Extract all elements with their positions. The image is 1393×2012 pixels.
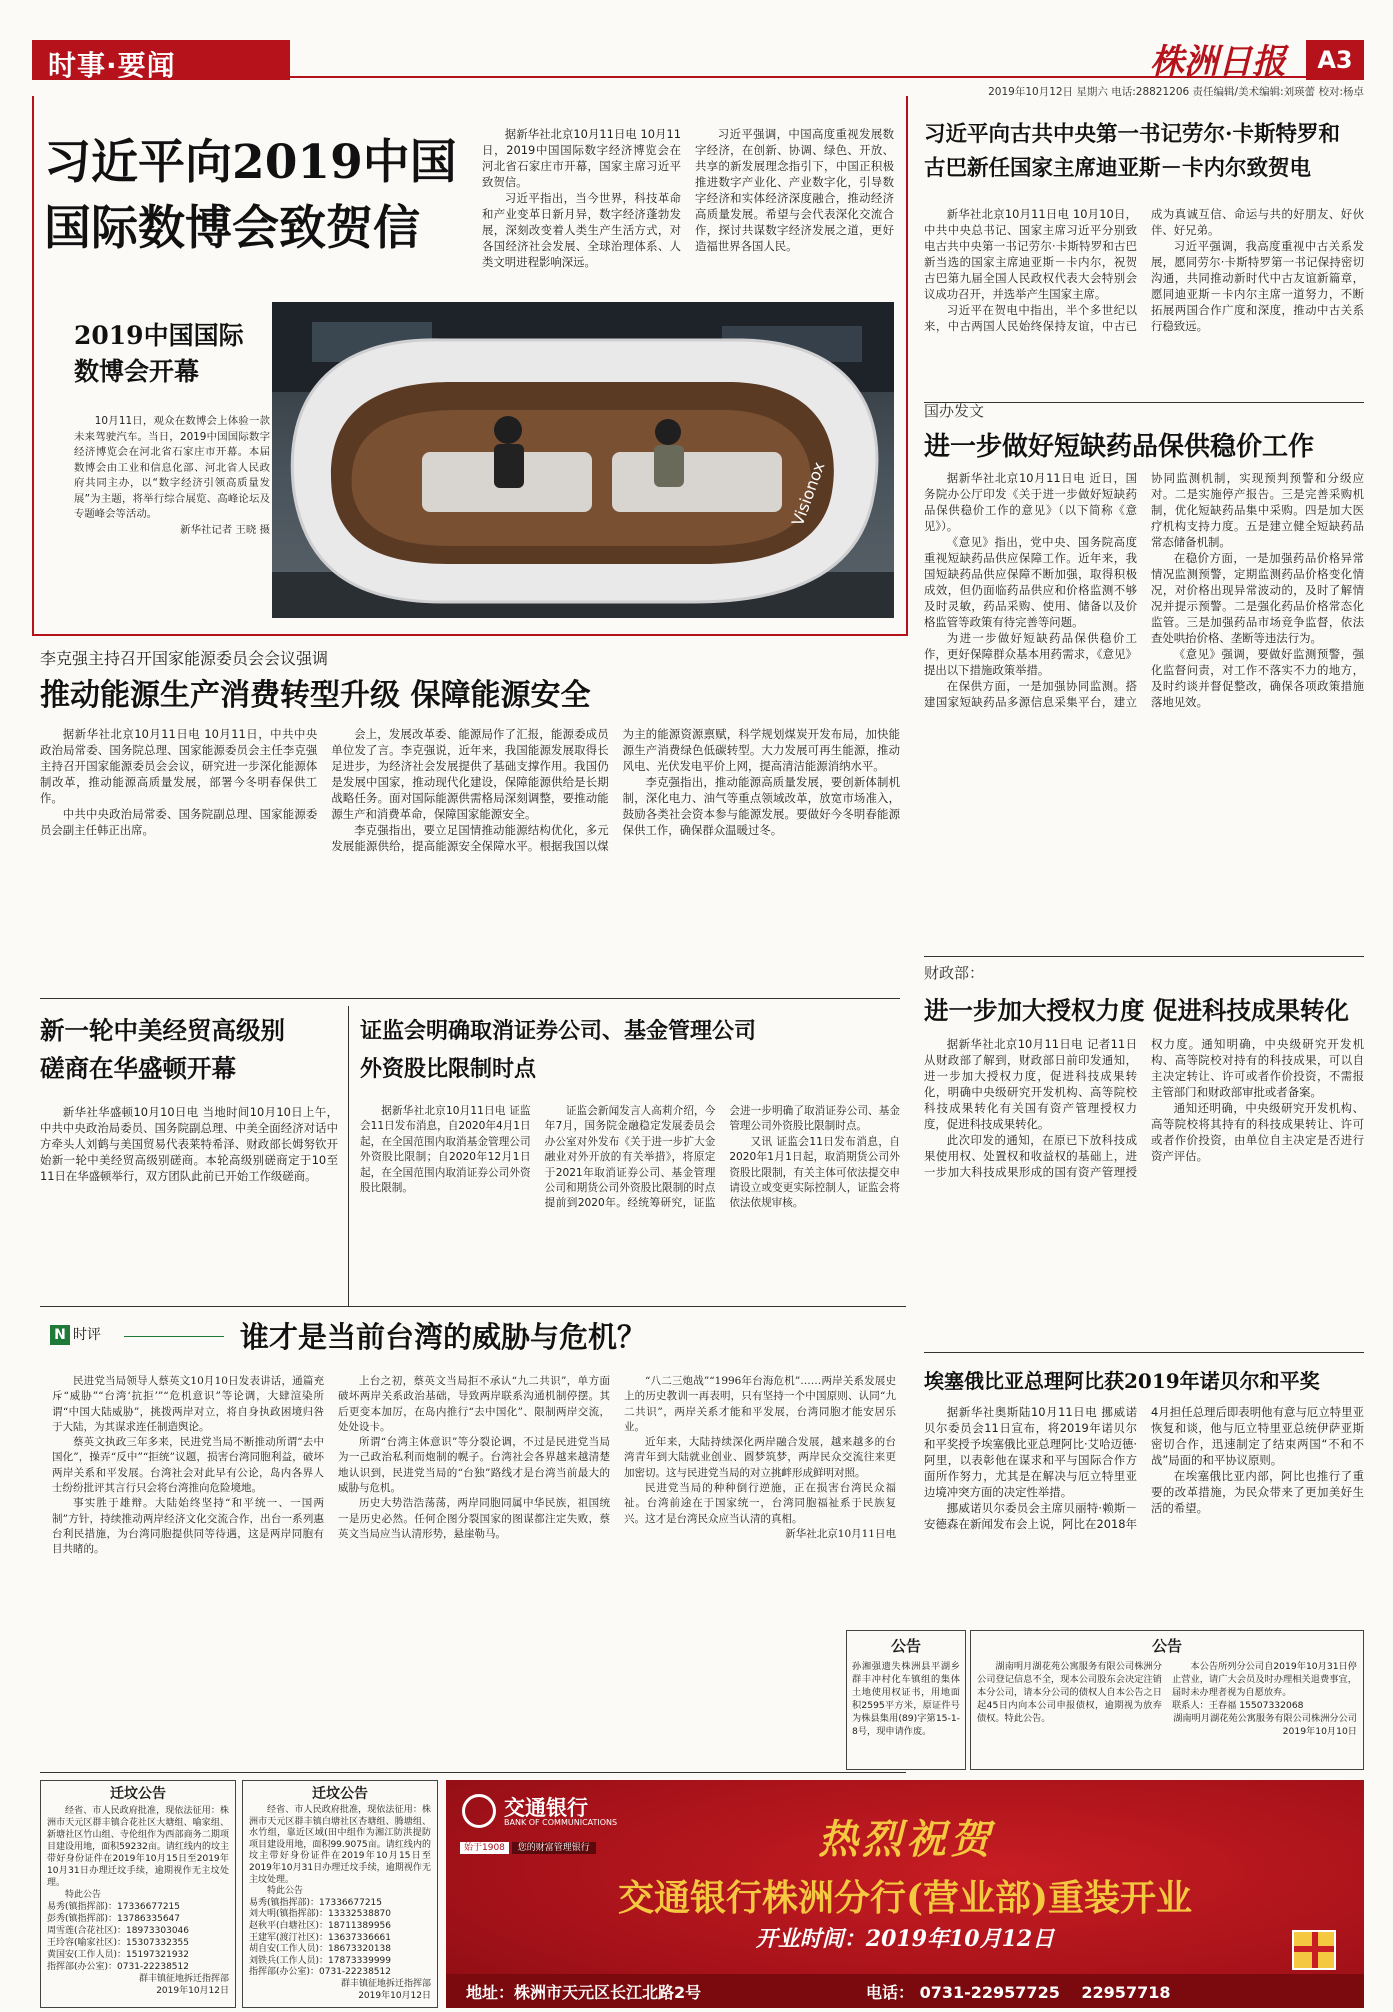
commentary-para: 蔡英文执政三年多来，民进党当局不断推动所谓“去中国化”，操弄“反中”“拒统”议题，损害台湾同胞利益，破坏两岸关系和平发展。台湾社会对此早有公论，岛内各界人士纷纷批评其言行只会将台湾推向危险境地。 bbox=[52, 1436, 324, 1495]
trade-para: 新华社华盛顿10月10日电 当地时间10月10日上午，中共中央政治局委员、国务院副总理、中美全面经济对话中方牵头人刘鹤与美国贸易代表莱特希泽、财政部长姆努钦开始新一轮中美经贸高级别磋商。本轮高级别磋商定于10至11日在华盛顿举行，双方团队此前已开始工作级磋商。 bbox=[40, 1105, 338, 1183]
lead-headline-line-1: 习近平向2019中国 bbox=[44, 135, 457, 190]
cuba-headline-line-1: 习近平向古共中央第一书记劳尔·卡斯特罗和 bbox=[924, 122, 1340, 147]
notice-b bbox=[970, 1630, 1364, 1770]
securities-headline bbox=[360, 1012, 900, 1094]
relocation-b-contact: 胡自安(工作人员)：18673320138 bbox=[249, 1944, 392, 1955]
commentary-para: 事实胜于雄辩。大陆始终坚持“和平统一、一国两制”方针，持续推动两岸经济文化交流合作，出台一系列惠台利民措施，为台湾同胞提供同等待遇，这是两岸同胞有目共睹的。 bbox=[52, 1497, 324, 1556]
commentary-frame-top bbox=[40, 1306, 906, 1307]
commentary-body bbox=[52, 1374, 896, 1762]
commentary-headline: 谁才是当前台湾的威胁与危机？ bbox=[240, 1320, 647, 1354]
commentary-source: 新华社北京10月11日电 bbox=[785, 1527, 896, 1540]
cuba-body bbox=[924, 206, 1364, 398]
commentary-para: 民进党当局的种种倒行逆施，正在损害台湾民众福祉。台湾前途在于国家统一，台湾同胞福祉系于民族复兴。这才是台湾民众应当认清的真相。 bbox=[624, 1482, 896, 1525]
ad-address: 地址：株洲市天元区长江北路2号 bbox=[466, 1983, 702, 2002]
relocation-b-special: 特此公告 bbox=[267, 1886, 304, 1897]
relocation-b-text: 经省、市人民政府批准，现依法征用：株洲市天元区群丰镇白塘社区杏塘组、腾塘组、水竹组，靠近区域(田中组作为湘江防洪提防项目建设用地，面积99.9075亩。请红线内的坟主带好身份证件在2019年10月15日至2019年10月31日办理迁坟手续，逾期视作无主坟处理。 bbox=[249, 1805, 431, 1885]
expo-caption-text: 10月11日，观众在数博会上体验一款未来驾驶汽车。当日，2019中国国际数字经济博览会在河北省石家庄市开幕。本届数博会由工业和信息化部、河北省人民政府共同主办，以“数字经济引领高质量发展”为主题，将举行综合展览、高峰论坛及专题峰会等活动。 bbox=[74, 415, 270, 520]
drugs-para: 在稳价方面，一是加强药品价格异常情况监测预警，定期监测药品价格变化情况，对价格出现异常波动的，及时了解情况并提示预警。二是强化药品价格常态化监管。三是加强药品市场竞争监督，依法查处哄抬价格、垄断等违法行为。 bbox=[1151, 551, 1364, 645]
drugs-para: 为进一步做好短缺药品保供稳价工作，更好保障群众基本用药需求，《意见》提出以下措施政策举措。 bbox=[924, 631, 1137, 677]
ad-opening-time: 开业时间：2019年10月12日 bbox=[755, 1926, 1055, 1952]
commentary-para: “八二三炮战”“1996年台海危机”……两岸关系发展史上的历史教训一再表明，只有坚持一个中国原则、认同“九二共识”，两岸关系才能和平发展，台湾同胞才能安居乐业。 bbox=[624, 1375, 896, 1433]
commentary-para: 上台之初，蔡英文当局拒不承认“九二共识”，单方面破坏两岸关系政治基础，导致两岸联系沟通机制停摆。其后更变本加厉，在岛内推行“去中国化”、限制两岸交流，处处设卡。 bbox=[338, 1375, 610, 1433]
cuba-para: 习近平在贺电中指出，半个多世纪以来，中古两国人民始终保持友谊，中古已成为真诚互信、命运与共的好朋友、好伙伴、好兄弟。 bbox=[924, 207, 1364, 333]
commentary-para: 所谓“台湾主体意识”等分裂论调，不过是民进党当局为一己政治私利而炮制的幌子。台湾社会各界越来越清楚地认识到，民进党当局的“台独”路线才是台湾当前最大的威胁与危机。 bbox=[338, 1436, 610, 1495]
bank-ad bbox=[446, 1780, 1364, 2008]
relocation-a-contact: 易秀(镇指挥部)：17336677215 bbox=[47, 1902, 181, 1912]
relocation-b-contact: 赵秋平(白塘社区)：18711389956 bbox=[249, 1920, 392, 1931]
notice-b-title: 公告 bbox=[1151, 1637, 1182, 1655]
cuba-headline bbox=[924, 118, 1364, 198]
bank-since: 始于1908 bbox=[460, 1842, 509, 1854]
relocation-a-body bbox=[41, 1803, 235, 1999]
securities-headline-line-2: 外资股比限制时点 bbox=[360, 1056, 537, 1082]
relocation-b-contact: 指挥部(办公室)：0731-22238512 bbox=[249, 1967, 391, 1978]
ad-phone-label: 电话： bbox=[866, 1983, 915, 2002]
securities-para: 据新华社北京10月11日电 证监会11日发布消息，自2020年4月1日起，在全国范围内取消基金管理公司外资股比限制；自2020年12月1日起，在全国范围内取消证券公司外资股比限制。 bbox=[360, 1105, 531, 1195]
ad-phone-2: 22957718 bbox=[1081, 1983, 1171, 2002]
drugs-headline: 进一步做好短缺药品保供稳价工作 bbox=[924, 432, 1315, 462]
expo-caption bbox=[74, 414, 270, 574]
energy-body bbox=[40, 726, 900, 990]
lead-para: 据新华社北京10月11日电 10月11日，2019中国国际数字经济博览会在河北省石家庄市开幕，国家主席习近平致贺信。 bbox=[482, 127, 681, 189]
bank-name-cn: 交通银行 bbox=[504, 1795, 588, 1820]
energy-para: 会上，发展改革委、能源局作了汇报，能源委成员单位发了言。李克强说，近年来，我国能源发展取得长足进步，为经济社会发展提供了基础支撑作用。我国仍是发展中国家，推动现代化建设，保障能源供给是长期战略任务。面对国际能源供需格局深刻调整，要推动能源生产和消费革命，保障国家能源安全。 bbox=[331, 727, 609, 821]
tech-kicker: 财政部： bbox=[924, 964, 985, 982]
nobel-para: 挪威诺贝尔委员会主席贝丽特·赖斯－安德森在新闻发布会上说，阿比在2018年4月担任总理后即表明他有意与厄立特里亚恢复和谈，他与厄立特里亚总统伊萨亚斯密切合作，迅速制定了结束两国“不和不战”局面的和平协议原则。 bbox=[924, 1405, 1364, 1531]
drugs-para: 据新华社北京10月11日电 近日，国务院办公厅印发《关于进一步做好短缺药品保供稳价工作的意见》（以下简称《意见》）。 bbox=[924, 471, 1137, 533]
commentary-badge bbox=[50, 1324, 120, 1346]
relocation-a-contact: 周雪莲(合花社区)：18973303046 bbox=[47, 1926, 190, 1936]
notice-b-body bbox=[971, 1656, 1363, 1768]
nobel-headline: 埃塞俄比亚总理阿比获2019年诺贝尔和平奖 bbox=[924, 1369, 1320, 1393]
notice-a-body: 孙湘强遗失株洲县平湖乡群丰冲村化车镇组的集体土地使用权证书，用地面积2595平方米，原证件号为株县集用(89)字第15-1-8号，现申请作废。 bbox=[852, 1661, 960, 1737]
relocation-notice-b bbox=[242, 1780, 438, 2008]
lead-para: 习近平指出，当今世界，科技革命和产业变革日新月异，数字经济蓬勃发展，深刻改变着人类生产生活方式，对各国经济社会发展、全球治理体系、人类文明进程影响深远。 bbox=[482, 191, 681, 269]
lead-para: 习近平强调，中国高度重视发展数字经济，在创新、协调、绿色、开放、共享的新发展理念指引下，中国正积极推进数字产业化、产业数字化，引导数字经济和实体经济深度融合，推动经济高质量发展。希望与会代表深化交流合作，探讨共谋数字经济发展之道，更好造福世界各国人民。 bbox=[695, 127, 894, 253]
relocation-a-contact: 王玲容(喻家社区)：15307332355 bbox=[47, 1938, 190, 1948]
bank-slogan: 您的财富管理银行 bbox=[512, 1842, 596, 1854]
relocation-b-contact: 王建军(渡汀社区)：13637336661 bbox=[249, 1932, 392, 1943]
lead-frame-bottom bbox=[32, 634, 908, 636]
expo-headline-line-2: 数博会开幕 bbox=[74, 357, 200, 386]
section-title: 时事·要闻 bbox=[48, 49, 176, 80]
securities-para: 又讯 证监会11日发布消息，自2020年1月1日起，取消期货公司外资股比限制，有关主体可依法提交申请设立或变更实际控制人，证监会将依法依规审核。 bbox=[729, 1135, 900, 1210]
cuba-headline-line-2: 古巴新任国家主席迪亚斯－卡内尔致贺电 bbox=[924, 156, 1312, 181]
paper-name: 株洲日报 bbox=[1150, 42, 1286, 78]
lead-frame-right bbox=[906, 96, 908, 634]
divider bbox=[924, 956, 1364, 957]
trade-body bbox=[40, 1104, 338, 1300]
relocation-a-contact: 指挥部(办公室)：0731-22238512 bbox=[47, 1962, 189, 1972]
securities-para: 证监会新闻发言人高莉介绍，今年7月，国务院金融稳定发展委员会办公室对外发布《关于进一步扩大金融业对外开放的有关举措》，将原定于2021年取消证券公司、基金管理公司和期货公司外资股比限制的时点提前到2020年。经统筹研究，证监会进一步明确了取消证券公司、基金管理公司外资股比限制时点。 bbox=[544, 1105, 900, 1210]
notice-b-contact: 联系人：王春福 15507332068 bbox=[1172, 1700, 1304, 1711]
lead-body bbox=[482, 126, 894, 294]
tech-para: 通知还明确，中央级研究开发机构、高等院校将其持有的科技成果转让、许可或者作价投资，由单位自主决定是否进行资产评估。 bbox=[1151, 1101, 1364, 1163]
ad-gift-icon bbox=[1292, 1930, 1336, 1970]
relocation-a-contact: 彭秀(镇指挥部)：13786335647 bbox=[47, 1914, 181, 1924]
drugs-para: 《意见》指出，党中央、国务院高度重视短缺药品供应保障工作。近年来，我国短缺药品供应保障不断加强，取得积极成效，但仍面临药品供应和价格监测不够及时灵敏，药品采购、使用、储备以及价格监管等政策有待完善等问题。 bbox=[924, 535, 1137, 629]
tech-para: 据新华社北京10月11日电 记者11日从财政部了解到，财政部日前印发通知，进一步加大授权力度，促进科技成果转化，明确中央级研究开发机构、高等院校科技成果转化有关国有资产管理授权力度，促进科技成果转化。 bbox=[924, 1037, 1137, 1131]
notice-b-para: 湖南明月湖花苑公寓服务有限公司株洲分公司登记信息不全，现本公司股东会决定注销本分公司，请本分公司的债权人自本公告之日起45日内向本公司申报债权，逾期视为放弃债权。特此公告。 bbox=[977, 1661, 1162, 1724]
relocation-b-body bbox=[243, 1803, 437, 2004]
relocation-a-date: 2019年10月12日 bbox=[156, 1986, 229, 1996]
notice-a-title: 公告 bbox=[890, 1637, 921, 1655]
bank-tagline bbox=[460, 1840, 596, 1856]
concept-car-illustration bbox=[272, 302, 894, 618]
drugs-body bbox=[924, 470, 1364, 944]
divider bbox=[348, 1006, 349, 1306]
ad-greeting: 热烈祝贺 bbox=[818, 1816, 994, 1863]
nobel-para: 在埃塞俄比亚内部，阿比也推行了重要的改革措施，为民众带来了更加美好生活的希望。 bbox=[1151, 1469, 1364, 1515]
commentary-frame-bottom bbox=[40, 1772, 906, 1773]
expo-headline-line-1: 2019中国国际 bbox=[74, 321, 244, 350]
drugs-kicker: 国办发文 bbox=[924, 402, 985, 420]
relocation-notice-a bbox=[40, 1780, 236, 2008]
tech-headline: 进一步加大授权力度 促进科技成果转化 bbox=[924, 996, 1350, 1025]
commentary-badge-label: 时评 bbox=[73, 1327, 101, 1343]
divider bbox=[124, 1336, 224, 1337]
commentary-para: 近年来，大陆持续深化两岸融合发展，越来越多的台湾青年到大陆就业创业、圆梦筑梦，两岸民众交流往来更加密切。这与民进党当局的对立挑衅形成鲜明对照。 bbox=[624, 1436, 896, 1479]
relocation-b-contact: 刘铁兵(工作人员)：17873339999 bbox=[249, 1955, 392, 1966]
trade-headline-line-1: 新一轮中美经贸高级别 bbox=[40, 1016, 285, 1045]
securities-body bbox=[360, 1104, 900, 1300]
relocation-b-contact: 刘大明(镇指挥部)：13332538870 bbox=[249, 1909, 392, 1920]
date-line: 2019年10月12日 星期六 电话:28821206 责任编辑/美术编辑:刘瑛蕾 校对:杨卓 bbox=[988, 86, 1364, 98]
page-number: A3 bbox=[1306, 40, 1364, 80]
trade-headline bbox=[40, 1012, 340, 1094]
energy-kicker: 李克强主持召开国家能源委员会会议强调 bbox=[40, 649, 329, 668]
notice-a bbox=[846, 1630, 966, 1770]
drugs-para: 《意见》强调，要做好监测预警，强化监督问责，对工作不落实不力的地方，及时约谈并督促整改，确保各项政策措施落地见效。 bbox=[1151, 647, 1364, 709]
relocation-a-text: 经省、市人民政府批准，现依法征用：株洲市天元区群丰镇合花社区大塘组、喻家组、新塘社区竹山组、寺伦组作为西部商务二期项目建设用地，面积59232亩。请红线内的坟主带好身份证件在2019年10月15日至2019年10月31日办理迁坟手续，逾期视作无主坟处理。 bbox=[47, 1806, 229, 1888]
notice-b-date: 2019年10月10日 bbox=[1282, 1726, 1357, 1737]
relocation-b-signer: 群丰镇征地拆迁指挥部 bbox=[340, 1978, 431, 1989]
lead-frame-left bbox=[32, 96, 34, 634]
divider bbox=[40, 998, 900, 999]
tech-body bbox=[924, 1036, 1364, 1346]
car-logo: Visionox bbox=[787, 459, 829, 529]
ad-phones bbox=[866, 1980, 1170, 2003]
cuba-para: 新华社北京10月11日电 10月10日，中共中央总书记、国家主席习近平分别致电古共中央第一书记劳尔·卡斯特罗和古巴新当选的国家主席迪亚斯－卡内尔，祝贺古巴第九届全国人民政权代表大会特别会议成功召开，并选举产生国家主席。 bbox=[924, 207, 1137, 301]
energy-para: 据新华社北京10月11日电 10月11日，中共中央政治局常委、国务院总理、国家能源委员会主任李克强主持召开国家能源委员会会议，研究进一步深化能源体制改革，推动能源高质量发展，部署今冬明春保供工作。 bbox=[40, 727, 318, 805]
relocation-b-title: 迁坟公告 bbox=[312, 1786, 368, 1802]
relocation-a-title: 迁坟公告 bbox=[110, 1786, 166, 1802]
energy-para: 李克强指出，推动能源高质量发展，要创新体制机制，深化电力、油气等重点领域改革，放宽市场准入，鼓励各类社会资本参与能源发展。要做好今冬明春能源保供工作，确保群众温暖过冬。 bbox=[622, 775, 900, 837]
commentary-para: 民进党当局领导人蔡英文10月10日发表讲话，通篇充斥“威胁”“台湾‘抗拒’”“危机意识”等论调，大肆渲染所谓“中国大陆威胁”，挑拨两岸对立，将自身执政困境归咎于大陆，为其谋求连任制造舆论。 bbox=[52, 1375, 324, 1433]
energy-headline: 推动能源生产消费转型升级 保障能源安全 bbox=[40, 678, 591, 713]
relocation-b-date: 2019年10月12日 bbox=[358, 1990, 431, 2001]
relocation-a-signer: 群丰镇征地拆迁指挥部 bbox=[138, 1974, 229, 1984]
securities-headline-line-1: 证监会明确取消证券公司、基金管理公司 bbox=[360, 1018, 757, 1044]
commentary-para: 历史大势浩浩荡荡，两岸同胞同属中华民族，祖国统一是历史必然。任何企图分裂国家的图谋都注定失败，蔡英文当局应当认清形势，悬崖勒马。 bbox=[338, 1497, 610, 1540]
divider bbox=[924, 1352, 1364, 1353]
energy-para: 中共中央政治局常委、国务院副总理、国家能源委员会副主任韩正出席。 bbox=[40, 807, 318, 837]
drugs-para: 在保供方面，一是加强协同监测。搭建国家短缺药品多源信息采集平台，建立协同监测机制，实现预判预警和分级应对。二是实施停产报告。三是完善采购机制，优化短缺药品集中采购。四是加大医疗机构支持力度。五是建立健全短缺药品常态储备机制。 bbox=[924, 471, 1364, 709]
bank-name-en: BANK OF COMMUNICATIONS bbox=[504, 1818, 618, 1827]
cuba-para: 习近平强调，我高度重视中古关系发展，愿同劳尔·卡斯特罗第一书记保持密切沟通，共同推动新时代中古友谊新篇章，愿同迪亚斯－卡内尔主席一道努力，不断拓展两国合作广度和深度，推动中古关系行稳致远。 bbox=[1151, 239, 1364, 333]
tech-para: 此次印发的通知，在原已下放科技成果使用权、处置权和收益权的基础上，进一步加大科技成果形成的国有资产管理授权力度。通知明确，中央级研究开发机构、高等院校对持有的科技成果，可以自主决定转让、许可或者作价投资，不需报主管部门和财政部审批或者备案。 bbox=[924, 1037, 1364, 1179]
ad-phone-1: 0731-22957725 bbox=[919, 1983, 1060, 2002]
energy-para: 李克强指出，要立足国情推动能源结构优化，多元发展能源供给，提高能源安全保障水平。根据我国以煤为主的能源资源禀赋，科学规划煤炭开发布局，加快能源生产消费绿色低碳转型。大力发展可再生能源，推动风电、光伏发电平价上网，提高清洁能源消纳水平。 bbox=[331, 727, 900, 853]
bank-logo bbox=[462, 1792, 672, 1842]
nobel-para: 据新华社奥斯陆10月11日电 挪威诺贝尔委员会11日宣布，将2019年诺贝尔和平奖授予埃塞俄比亚总理阿比·艾哈迈德·阿里，以表彰他在谋求和平与国际合作方面所作努力，尤其是在解决与厄立特里亚边境冲突方面的决定性举措。 bbox=[924, 1405, 1137, 1499]
bank-logo-icon bbox=[462, 1794, 496, 1828]
nobel-body bbox=[924, 1404, 1364, 1620]
relocation-b-contact: 易秀(镇指挥部)：17336677215 bbox=[249, 1897, 383, 1908]
expo-headline bbox=[74, 318, 274, 394]
ad-headline: 交通银行株洲分行(营业部)重装开业 bbox=[617, 1877, 1193, 1919]
lead-headline bbox=[44, 130, 464, 270]
relocation-a-special: 特此公告 bbox=[65, 1890, 102, 1900]
relocation-a-contact: 黄国安(工作人员)：15197321932 bbox=[47, 1950, 190, 1960]
notice-b-para: 本公告所列分公司自2019年10月31日停止营业，请广大会员及时办理相关退费事宜，届时未办理者视为自愿放弃。 bbox=[1172, 1661, 1357, 1698]
trade-headline-line-2: 磋商在华盛顿开幕 bbox=[40, 1054, 236, 1083]
notice-b-signer: 湖南明月湖花苑公寓服务有限公司株洲分公司 bbox=[1173, 1713, 1357, 1724]
commentary-badge-icon: N bbox=[50, 1325, 70, 1345]
lead-headline-line-2: 国际数博会致贺信 bbox=[44, 201, 420, 256]
expo-credit: 新华社记者 王晓 摄 bbox=[180, 523, 270, 536]
expo-photo bbox=[272, 302, 894, 618]
section-banner bbox=[32, 40, 290, 80]
